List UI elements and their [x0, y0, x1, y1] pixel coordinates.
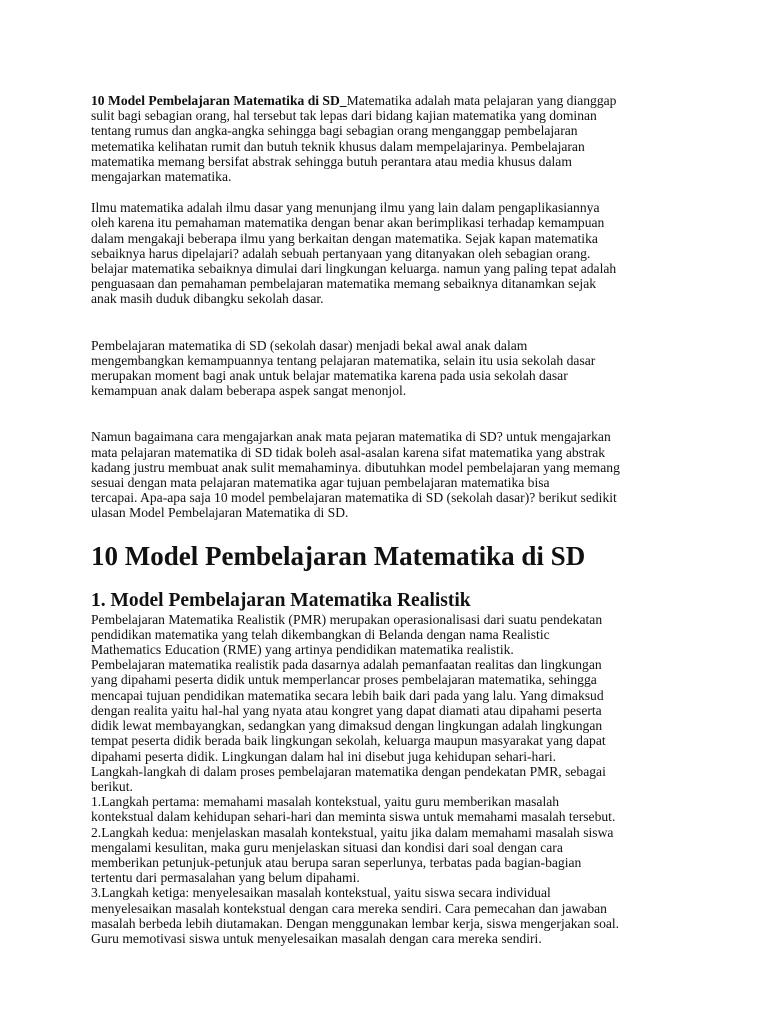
section-1-step: 1.Langkah pertama: memahami masalah kontekstual, yaitu guru memberikan masalah kontekstual dalam kehidupan sehari-hari dan meminta siswa untuk memahami masalah tersebut.	[91, 794, 616, 825]
section-1-heading: 1. Model Pembelajaran Matematika Realistik	[91, 589, 471, 611]
intro-paragraph-3: Pembelajaran matematika di SD (sekolah dasar) menjadi bekal awal anak dalam mengembangkan kemampuannya tentang pelajaran matematika, selain itu usia sekolah dasar merupakan moment bagi anak untuk belajar matematika karena pada usia sekolah dasar kemampuan anak dalam beberapa aspek sangat menonjol.	[91, 337, 596, 399]
section-1-body	[91, 612, 708, 946]
lead-title: 10 Model Pembelajaran Matematika di SD_	[91, 93, 347, 108]
section-1-step: 3.Langkah ketiga: menyelesaikan masalah kontekstual, yaitu siswa secara individual menyelesaikan masalah kontekstual dengan cara mereka sendiri. Cara pemecahan dan jawaban masalah berbeda lebih diutamakan. Dengan menggunakan lembar kerja, siswa mengerjakan soal. Guru memotivasi siswa untuk menyelesaikan masalah dengan cara mereka sendiri.	[91, 885, 620, 946]
main-heading: 10 Model Pembelajaran Matematika di SD	[91, 540, 586, 571]
section-1-step: 2.Langkah kedua: menjelaskan masalah kontekstual, yaitu jika dalam memahami masalah siswa mengalami kesulitan, maka guru menjelaskan situasi dan kondisi dari soal dengan cara memberikan petunjuk-petunjuk atau berupa saran seperlunya, terbatas pada bagian-bagian tertentu dari permasalahan yang belum dipahami.	[91, 824, 614, 886]
section-1-paragraph: Pembelajaran Matematika Realistik (PMR) merupakan operasionalisasi dari suatu pendekatan pendidikan matematika yang telah dikembangkan di Belanda dengan nama Realistic Mathematics Education (RME) yang artinya pendidikan matematika realistik.	[91, 611, 603, 658]
section-1-paragraph: Pembelajaran matematika realistik pada dasarnya adalah pemanfaatan realitas dan lingkungan yang dipahami peserta didik untuk memperlancar proses pembelajaran matematika, sehingga mencapai tujuan pendidikan matematika secara lebih baik dari pada yang lalu. Yang dimaksud dengan realita yaitu hal-hal yang nyata atau kongret yang dapat diamati atau dipahami peserta didik lewat membayangkan, sedangkan yang dimaksud dengan lingkungan adalah lingkungan tempat peserta didik berada baik lingkungan sekolah, keluarga maupun masyarakat yang dapat dipahami peserta didik. Lingkungan dalam hal ini disebut juga kehidupan sehari-hari.	[91, 657, 606, 764]
intro-paragraph-2: Ilmu matematika adalah ilmu dasar yang menunjang ilmu yang lain dalam pengaplikasiannya oleh karena itu pemahaman matematika dengan benar akan berimplikasi terhadap kemampuan dalam mengakaji beberapa ilmu yang berkaitan dengan matematika. Sejak kapan matematika sebaiknya harus dipelajari? adalah sebuah pertanyaan yang ditanyakan oleh sebagian orang. belajar matematika sebaiknya dimulai dari lingkungan keluarga. namun yang paling tepat adalah penguasaan dan pemahaman pembelajaran matematika memang sebaiknya ditanamkan sejak anak masih duduk dibangku sekolah dasar.	[91, 200, 617, 307]
section-1-paragraph: Langkah-langkah di dalam proses pembelajaran matematika dengan pendekatan PMR, sebagai berikut.	[91, 763, 606, 794]
lead-text: Matematika adalah mata pelajaran yang dianggap sulit bagi sebagian orang, hal tersebut tak lepas dari bidang kajian matematika yang dominan tentang rumus dan angka-angka sehingga bagi sebagian orang menganggap pembelajaran metematika kelihatan rumit dan butuh teknik khusus dalam mempelajarinya. Pembelajaran matematika memang bersifat abstrak sehingga butuh perantara atau media khusus dalam mengajarkan matematika.	[91, 93, 617, 185]
intro-paragraph-4: Namun bagaimana cara mengajarkan anak mata pejaran matematika di SD? untuk mengajarkan mata pelajaran matematika di SD tidak boleh asal-asalan karena sifat matematika yang abstrak kadang justru membuat anak sulit memahaminya. dibutuhkan model pembelajaran yang memang sesuai dengan mata pelajaran matematika agar tujuan pembelajaran matematika bisa tercapai. Apa-apa saja 10 model pembelajaran matematika di SD (sekolah dasar)? berikut sedikit ulasan Model Pembelajaran Matematika di SD.	[91, 429, 620, 521]
intro-paragraph-1	[91, 93, 708, 184]
